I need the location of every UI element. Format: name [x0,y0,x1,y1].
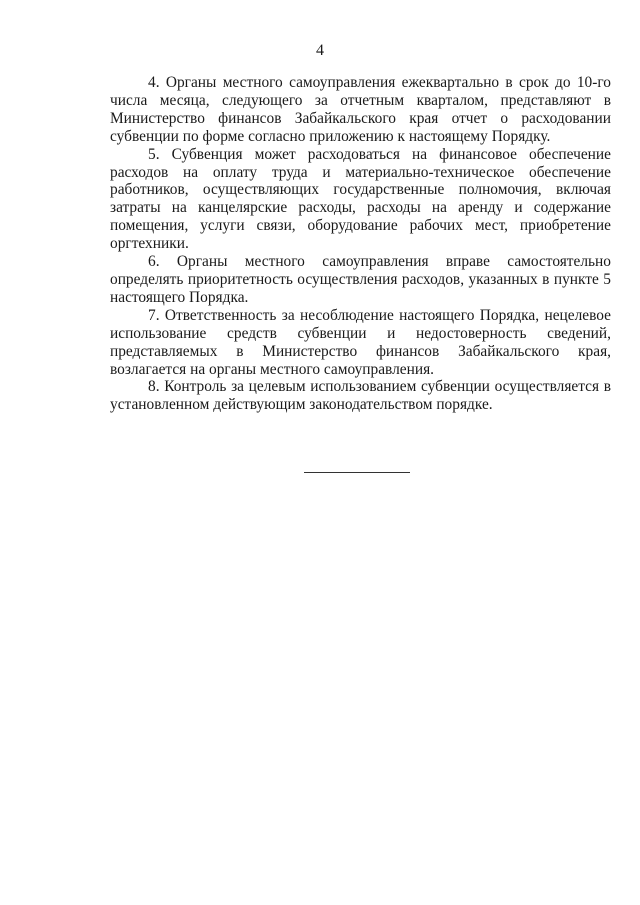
end-of-document-rule [304,472,410,473]
document-body [110,74,611,414]
page-number: 4 [316,42,324,59]
paragraph-5-expenses: 5. Субвенция может расходоваться на финансовое обеспечение расходов на оплату труда и материально-техническое обеспечение работников, осуществляющих государственные полномочия, включая затраты на канцелярские расходы, расходы на аренду и содержание помещения, услуги связи, оборудование рабочих мест, приобретение оргтехники. [110,145,611,253]
paragraph-6-priority: 6. Органы местного самоуправления вправе самостоятельно определять приоритетность осуществления расходов, указанных в пункте 5 настоящего Порядка. [110,253,611,306]
paragraph-4-reporting: 4. Органы местного самоуправления ежеквартально в срок до 10-го числа месяца, следующего за отчетным кварталом, представляют в Министерство финансов Забайкальского края отчет о расходовании субвенции по форме согласно приложению к настоящему Порядку. [110,74,611,145]
paragraph-8-control: 8. Контроль за целевым использованием субвенции осуществляется в установленном действующим законодательством порядке. [110,378,611,414]
paragraph-7-responsibility: 7. Ответственность за несоблюдение настоящего Порядка, нецелевое использование средств субвенции и недостоверность сведений, представляемых в Министерство финансов Забайкальского края, возлагается на органы местного самоуправления. [110,306,611,378]
